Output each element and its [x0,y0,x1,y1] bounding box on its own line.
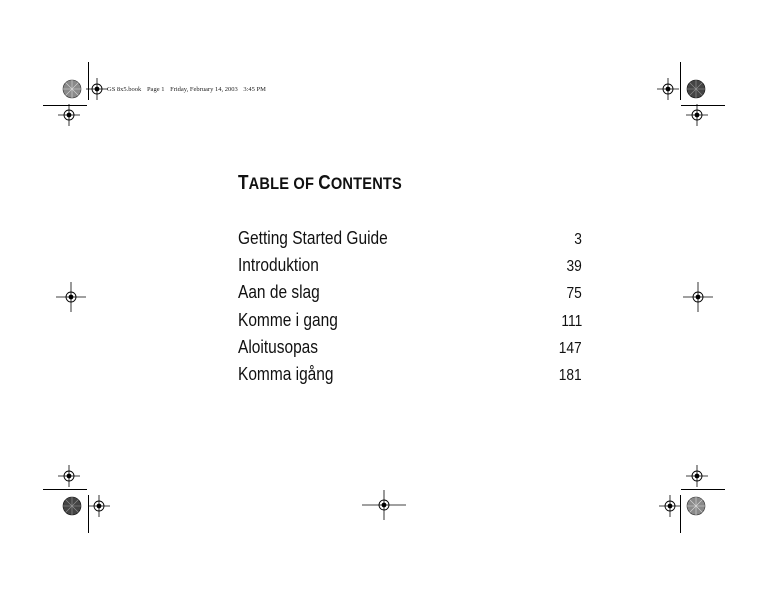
registration-mark-bottom-center-icon [362,490,406,520]
registration-mark-right-middle-icon [683,282,713,312]
toc-entry-page: 39 [566,258,582,276]
toc-entry[interactable] [238,310,582,337]
slug-file: GS 8x5.book [107,86,142,93]
registration-mark-left-upper-icon [58,104,80,126]
toc-entry-label: Komma igång [238,363,334,384]
toc-entry[interactable] [238,255,582,282]
toc-entry[interactable] [238,364,582,391]
toc-title-initial-t: T [238,172,249,194]
toc-title [238,172,402,195]
toc-entry[interactable] [238,337,582,364]
color-wheel-top-left-icon [62,79,82,99]
toc-entry-label: Getting Started Guide [238,228,388,248]
toc-title-part-1: ABLE OF [248,174,319,193]
toc-list [238,228,582,391]
crop-line-bottom-right-h [681,489,725,490]
crop-line-bottom-left-h [43,489,87,490]
registration-mark-right-lower-icon [686,465,708,487]
print-slug [107,86,270,93]
registration-mark-top-left-icon [86,78,108,100]
slug-time: 3:45 PM [243,86,266,93]
toc-entry-page: 111 [561,312,582,330]
registration-mark-left-middle-icon [56,282,86,312]
toc-entry-page: 147 [559,339,582,357]
toc-entry-label: Aloitusopas [238,336,319,357]
toc-entry-label: Aan de slag [238,282,320,303]
toc-entry-page: 181 [559,366,582,384]
toc-entry-page: 75 [566,285,582,303]
slug-date: Friday, February 14, 2003 [170,86,238,93]
color-wheel-bottom-left-icon [62,496,82,516]
toc-title-part-2: ONTENTS [330,174,402,193]
registration-mark-bottom-left-icon [88,495,110,517]
crop-line-top-right-v [680,62,681,100]
toc-entry-label: Introduktion [238,255,319,276]
color-wheel-bottom-right-icon [686,496,706,516]
toc-entry-page: 3 [574,231,582,248]
registration-mark-top-right-icon [657,78,679,100]
toc-entry-label: Komme i gang [238,309,338,330]
slug-page: Page 1 [146,86,165,93]
toc-entry[interactable] [238,282,582,309]
registration-mark-right-upper-icon [686,104,708,126]
registration-mark-bottom-right-icon [659,495,681,517]
registration-mark-left-lower-icon [58,465,80,487]
toc-entry[interactable] [238,228,582,255]
toc-title-initial-c: C [318,172,331,194]
color-wheel-top-right-icon [686,79,706,99]
